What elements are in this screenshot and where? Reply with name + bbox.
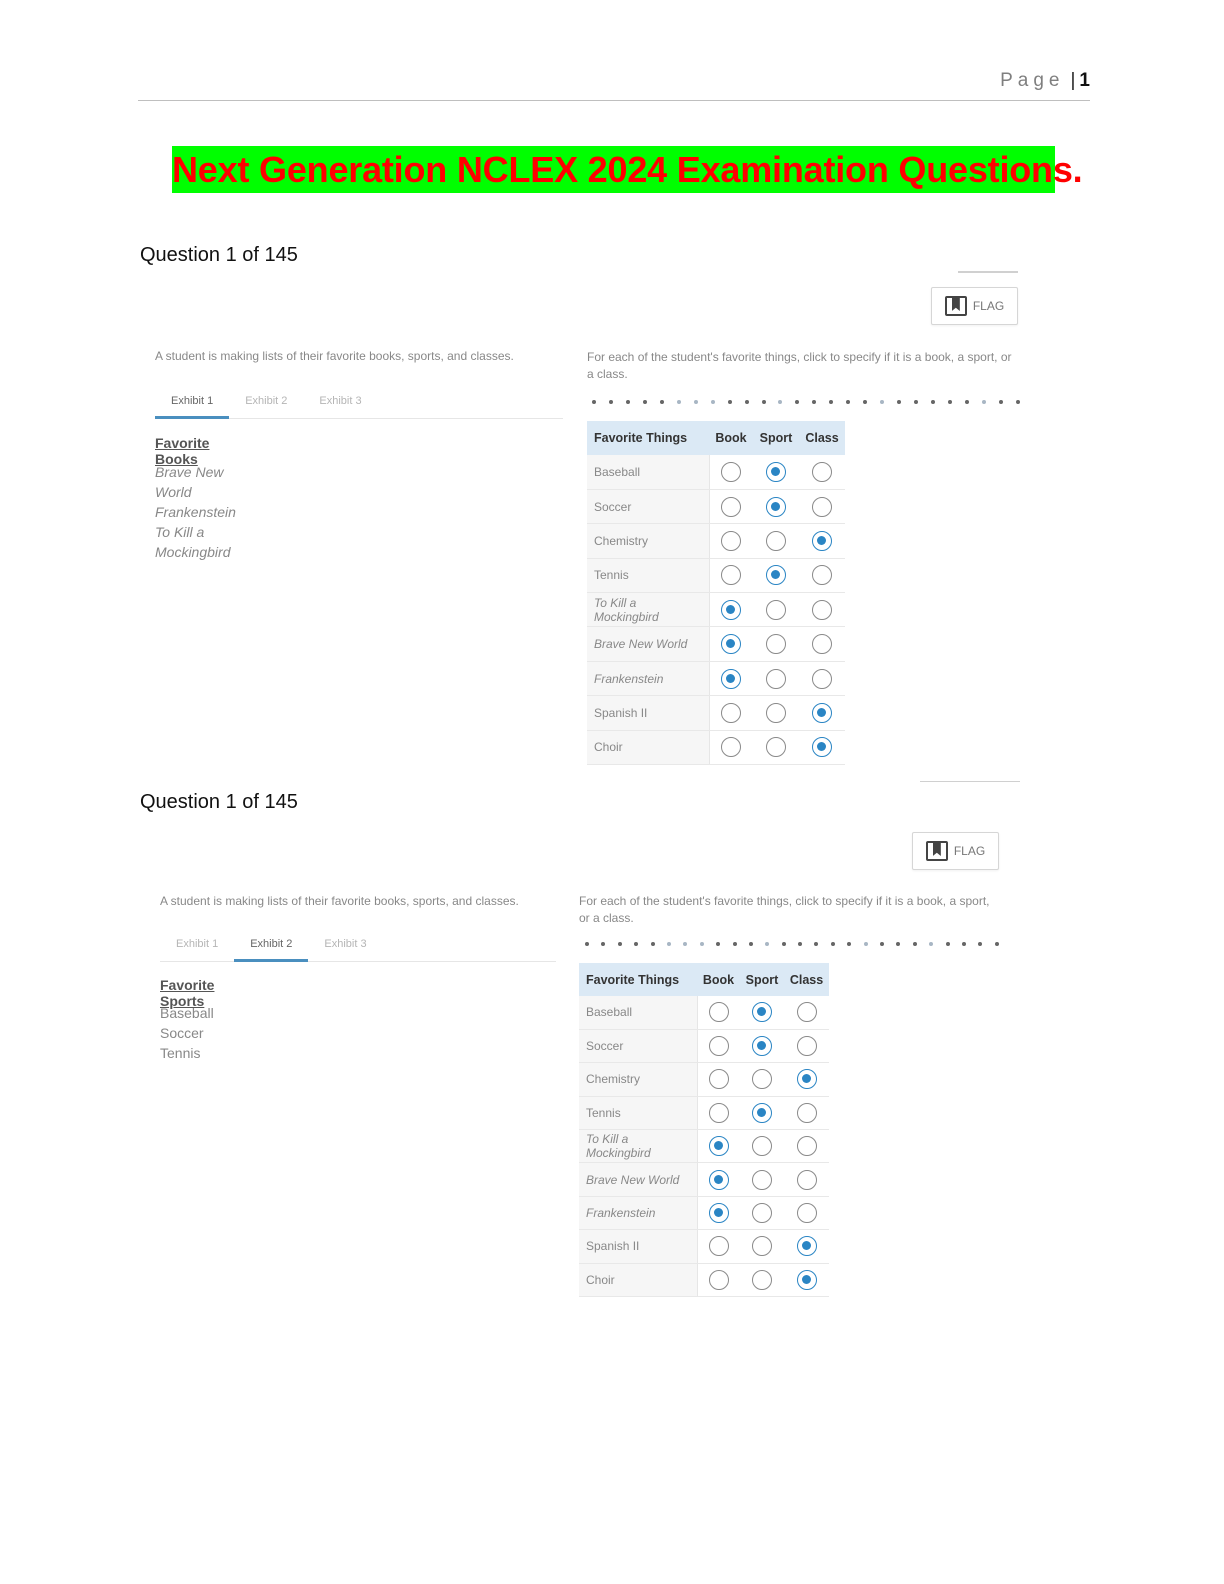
radio-cell: [740, 1063, 784, 1096]
radio-book-icon[interactable]: [721, 737, 741, 757]
progress-dot: [733, 942, 737, 946]
radio-sport-icon[interactable]: [766, 462, 786, 482]
progress-dot: [601, 942, 605, 946]
radio-cell: [784, 1263, 829, 1296]
divider: [958, 271, 1018, 273]
radio-book-icon[interactable]: [709, 1136, 729, 1156]
progress-dot: [982, 400, 986, 404]
radio-book-icon[interactable]: [721, 703, 741, 723]
radio-cell: [799, 489, 845, 523]
progress-dot: [914, 400, 918, 404]
page-word: Page: [1000, 70, 1065, 91]
radio-class-icon[interactable]: [812, 634, 832, 654]
table-row: [579, 1196, 829, 1229]
progress-dot: [728, 400, 732, 404]
progress-dot: [896, 942, 900, 946]
radio-class-icon[interactable]: [812, 703, 832, 723]
radio-book-icon[interactable]: [721, 669, 741, 689]
radio-cell: [753, 455, 799, 489]
progress-dot: [946, 942, 950, 946]
column-header: Book: [709, 421, 753, 455]
radio-cell: [753, 696, 799, 730]
radio-sport-icon[interactable]: [752, 1136, 772, 1156]
table-body: [587, 455, 845, 765]
radio-class-icon[interactable]: [797, 1103, 817, 1123]
radio-book-icon[interactable]: [721, 634, 741, 654]
radio-class-icon[interactable]: [812, 669, 832, 689]
tab-exhibit-1[interactable]: Exhibit 1: [155, 389, 229, 419]
exhibit-title: Favorite Sports: [160, 977, 215, 1009]
radio-sport-icon[interactable]: [752, 1236, 772, 1256]
radio-book-icon[interactable]: [709, 1170, 729, 1190]
radio-cell: [753, 730, 799, 764]
table-row: [579, 996, 829, 1029]
progress-dot: [711, 400, 715, 404]
progress-dot: [745, 400, 749, 404]
table-row: [579, 1263, 829, 1296]
radio-sport-icon[interactable]: [752, 1270, 772, 1290]
radio-book-icon[interactable]: [709, 1069, 729, 1089]
progress-dot: [897, 400, 901, 404]
radio-cell: [697, 1063, 740, 1096]
progress-dot: [618, 942, 622, 946]
radio-cell: [799, 593, 845, 627]
radio-cell: [740, 1196, 784, 1229]
radio-cell: [799, 524, 845, 558]
radio-class-icon[interactable]: [797, 1002, 817, 1022]
question-instructions: For each of the student's favorite things, click to specify if it is a book, a sport, or a class.: [579, 894, 990, 925]
table-row: [579, 1130, 829, 1163]
radio-cell: [784, 1029, 829, 1062]
progress-dot: [995, 942, 999, 946]
column-header: Class: [784, 963, 829, 996]
column-header: Favorite Things: [587, 421, 709, 455]
radio-sport-icon[interactable]: [766, 634, 786, 654]
progress-dot: [634, 942, 638, 946]
progress-dot: [965, 400, 969, 404]
radio-sport-icon[interactable]: [766, 497, 786, 517]
table-row: [579, 1063, 829, 1096]
radio-class-icon[interactable]: [797, 1069, 817, 1089]
matrix-table: [579, 963, 829, 1297]
progress-dot: [812, 400, 816, 404]
radio-sport-icon[interactable]: [752, 1069, 772, 1089]
radio-cell: [784, 1230, 829, 1263]
radio-cell: [784, 996, 829, 1029]
column-header: Sport: [753, 421, 799, 455]
row-label: Tennis: [579, 1096, 697, 1129]
list-item: Soccer: [160, 1025, 204, 1041]
radio-class-icon[interactable]: [797, 1236, 817, 1256]
progress-dot: [660, 400, 664, 404]
radio-cell: [709, 558, 753, 592]
row-label: Baseball: [587, 455, 709, 489]
radio-cell: [753, 558, 799, 592]
progress-dots: [592, 398, 1020, 406]
tab-exhibit-3[interactable]: Exhibit 3: [319, 395, 362, 407]
table-row: [587, 627, 845, 661]
table-row: [579, 1096, 829, 1129]
radio-cell: [709, 593, 753, 627]
table-row: [587, 730, 845, 764]
radio-cell: [784, 1063, 829, 1096]
divider: [920, 781, 1020, 782]
table-body: [579, 996, 829, 1297]
row-label: Spanish II: [579, 1230, 697, 1263]
progress-dot: [626, 400, 630, 404]
column-header: Class: [799, 421, 845, 455]
progress-dots: [585, 940, 999, 948]
progress-dot: [846, 400, 850, 404]
radio-cell: [697, 1130, 740, 1163]
radio-cell: [753, 593, 799, 627]
row-label: Brave New World: [587, 627, 709, 661]
radio-book-icon[interactable]: [709, 1036, 729, 1056]
radio-cell: [740, 1130, 784, 1163]
progress-dot: [700, 942, 704, 946]
radio-sport-icon[interactable]: [766, 531, 786, 551]
list-item: Tennis: [160, 1045, 201, 1061]
radio-cell: [709, 455, 753, 489]
radio-cell: [753, 489, 799, 523]
radio-cell: [799, 661, 845, 695]
table-row: [587, 593, 845, 627]
row-label: To Kill a Mockingbird: [579, 1130, 697, 1163]
progress-dot: [694, 400, 698, 404]
progress-dot: [609, 400, 613, 404]
progress-dot: [677, 400, 681, 404]
exhibit-list: [155, 462, 236, 562]
column-header: Favorite Things: [579, 963, 697, 996]
radio-sport-icon[interactable]: [766, 703, 786, 723]
table-header-row: [579, 963, 829, 996]
radio-sport-icon[interactable]: [752, 1002, 772, 1022]
list-item: To Kill a Mockingbird: [155, 524, 231, 560]
column-header: Book: [697, 963, 740, 996]
row-label: Tennis: [587, 558, 709, 592]
radio-cell: [709, 661, 753, 695]
radio-book-icon[interactable]: [709, 1103, 729, 1123]
progress-dot: [962, 942, 966, 946]
row-label: Brave New World: [579, 1163, 697, 1196]
progress-dot: [931, 400, 935, 404]
progress-dot: [765, 942, 769, 946]
progress-dot: [1016, 400, 1020, 404]
question-stem: A student is making lists of their favorite books, sports, and classes.: [155, 349, 514, 363]
radio-book-icon[interactable]: [721, 531, 741, 551]
radio-sport-icon[interactable]: [752, 1103, 772, 1123]
progress-dot: [929, 942, 933, 946]
radio-sport-icon[interactable]: [752, 1203, 772, 1223]
radio-cell: [740, 1263, 784, 1296]
tab-exhibit-2[interactable]: Exhibit 2: [234, 932, 308, 962]
radio-sport-icon[interactable]: [766, 600, 786, 620]
progress-dot: [778, 400, 782, 404]
progress-dot: [880, 400, 884, 404]
progress-dot: [651, 942, 655, 946]
row-label: Chemistry: [579, 1063, 697, 1096]
radio-book-icon[interactable]: [721, 600, 741, 620]
radio-cell: [697, 996, 740, 1029]
page-number: 1: [1079, 70, 1090, 91]
list-item: Frankenstein: [155, 504, 236, 520]
radio-book-icon[interactable]: [709, 1270, 729, 1290]
radio-cell: [709, 524, 753, 558]
progress-dot: [782, 942, 786, 946]
radio-sport-icon[interactable]: [752, 1170, 772, 1190]
row-label: To Kill a Mockingbird: [587, 593, 709, 627]
table-header-row: [587, 421, 845, 455]
flag-label: FLAG: [953, 844, 986, 858]
radio-cell: [799, 730, 845, 764]
page-separator: |: [1070, 70, 1076, 91]
radio-cell: [709, 627, 753, 661]
table-row: [579, 1163, 829, 1196]
radio-cell: [753, 627, 799, 661]
table-row: [587, 455, 845, 489]
progress-dot: [913, 942, 917, 946]
radio-sport-icon[interactable]: [766, 737, 786, 757]
progress-dot: [683, 942, 687, 946]
row-label: Frankenstein: [587, 661, 709, 695]
radio-cell: [697, 1263, 740, 1296]
table-row: [579, 1230, 829, 1263]
row-label: Chemistry: [587, 524, 709, 558]
radio-cell: [697, 1230, 740, 1263]
radio-cell: [753, 524, 799, 558]
question-stem: A student is making lists of their favorite books, sports, and classes.: [160, 894, 519, 908]
list-item: Brave New World: [155, 464, 224, 500]
question-label: Question 1 of 145: [140, 791, 298, 813]
progress-dot: [762, 400, 766, 404]
progress-dot: [592, 400, 596, 404]
radio-book-icon[interactable]: [721, 462, 741, 482]
tab-exhibit-1[interactable]: Exhibit 1: [176, 938, 219, 950]
radio-cell: [740, 1029, 784, 1062]
radio-cell: [799, 627, 845, 661]
matrix-table: [587, 421, 845, 765]
radio-cell: [784, 1196, 829, 1229]
exhibit-tabs: [160, 932, 556, 962]
progress-dot: [749, 942, 753, 946]
table-row: [587, 696, 845, 730]
progress-dot: [667, 942, 671, 946]
radio-book-icon[interactable]: [721, 497, 741, 517]
table-row: [579, 1029, 829, 1062]
flag-button[interactable]: [912, 832, 999, 870]
radio-cell: [740, 996, 784, 1029]
progress-dot: [585, 942, 589, 946]
progress-dot: [999, 400, 1003, 404]
radio-cell: [784, 1163, 829, 1196]
progress-dot: [814, 942, 818, 946]
column-header: Sport: [740, 963, 784, 996]
table-row: [587, 524, 845, 558]
table-row: [587, 661, 845, 695]
radio-cell: [709, 696, 753, 730]
exhibit-tabs: [155, 389, 563, 419]
progress-dot: [798, 942, 802, 946]
row-label: Frankenstein: [579, 1196, 697, 1229]
question-instructions: For each of the student's favorite things, click to specify if it is a book, a sport, or a class.: [587, 350, 1012, 381]
progress-dot: [978, 942, 982, 946]
tab-exhibit-2[interactable]: Exhibit 2: [245, 395, 288, 407]
radio-cell: [799, 558, 845, 592]
row-label: Baseball: [579, 996, 697, 1029]
progress-dot: [716, 942, 720, 946]
radio-cell: [753, 661, 799, 695]
radio-cell: [799, 455, 845, 489]
radio-book-icon[interactable]: [709, 1203, 729, 1223]
radio-cell: [784, 1130, 829, 1163]
progress-dot: [643, 400, 647, 404]
radio-cell: [697, 1029, 740, 1062]
table-row: [587, 558, 845, 592]
progress-dot: [948, 400, 952, 404]
radio-sport-icon[interactable]: [752, 1036, 772, 1056]
radio-book-icon[interactable]: [709, 1236, 729, 1256]
row-label: Choir: [587, 730, 709, 764]
radio-cell: [799, 696, 845, 730]
radio-class-icon[interactable]: [797, 1170, 817, 1190]
radio-class-icon[interactable]: [812, 565, 832, 585]
radio-sport-icon[interactable]: [766, 669, 786, 689]
radio-class-icon[interactable]: [797, 1136, 817, 1156]
radio-class-icon[interactable]: [812, 462, 832, 482]
radio-cell: [709, 730, 753, 764]
row-label: Soccer: [587, 489, 709, 523]
radio-class-icon[interactable]: [812, 497, 832, 517]
progress-dot: [864, 942, 868, 946]
radio-class-icon[interactable]: [812, 600, 832, 620]
radio-class-icon[interactable]: [797, 1203, 817, 1223]
table-row: [587, 489, 845, 523]
tab-exhibit-3[interactable]: Exhibit 3: [324, 938, 367, 950]
progress-dot: [831, 942, 835, 946]
radio-class-icon[interactable]: [797, 1270, 817, 1290]
row-label: Choir: [579, 1263, 697, 1296]
radio-book-icon[interactable]: [709, 1002, 729, 1022]
progress-dot: [829, 400, 833, 404]
flag-button[interactable]: [931, 287, 1018, 325]
radio-sport-icon[interactable]: [766, 565, 786, 585]
radio-book-icon[interactable]: [721, 565, 741, 585]
row-label: Soccer: [579, 1029, 697, 1062]
progress-dot: [880, 942, 884, 946]
progress-dot: [847, 942, 851, 946]
bookmark-flag-icon: [926, 841, 948, 861]
exhibit-list: [160, 1003, 214, 1063]
flag-label: FLAG: [972, 299, 1005, 313]
row-label: Spanish II: [587, 696, 709, 730]
radio-cell: [697, 1096, 740, 1129]
progress-dot: [795, 400, 799, 404]
page-header: [138, 70, 1090, 101]
radio-cell: [740, 1230, 784, 1263]
radio-class-icon[interactable]: [797, 1036, 817, 1056]
radio-class-icon[interactable]: [812, 737, 832, 757]
list-item: Baseball: [160, 1005, 214, 1021]
radio-cell: [784, 1096, 829, 1129]
radio-cell: [697, 1163, 740, 1196]
exhibit-title: Favorite Books: [155, 435, 210, 467]
radio-cell: [709, 489, 753, 523]
radio-cell: [740, 1163, 784, 1196]
radio-cell: [740, 1096, 784, 1129]
document-title: Next Generation NCLEX 2024 Examination Questions.: [172, 146, 1055, 193]
question-label: Question 1 of 145: [140, 244, 298, 266]
progress-dot: [863, 400, 867, 404]
radio-cell: [697, 1196, 740, 1229]
bookmark-flag-icon: [945, 296, 967, 316]
radio-class-icon[interactable]: [812, 531, 832, 551]
